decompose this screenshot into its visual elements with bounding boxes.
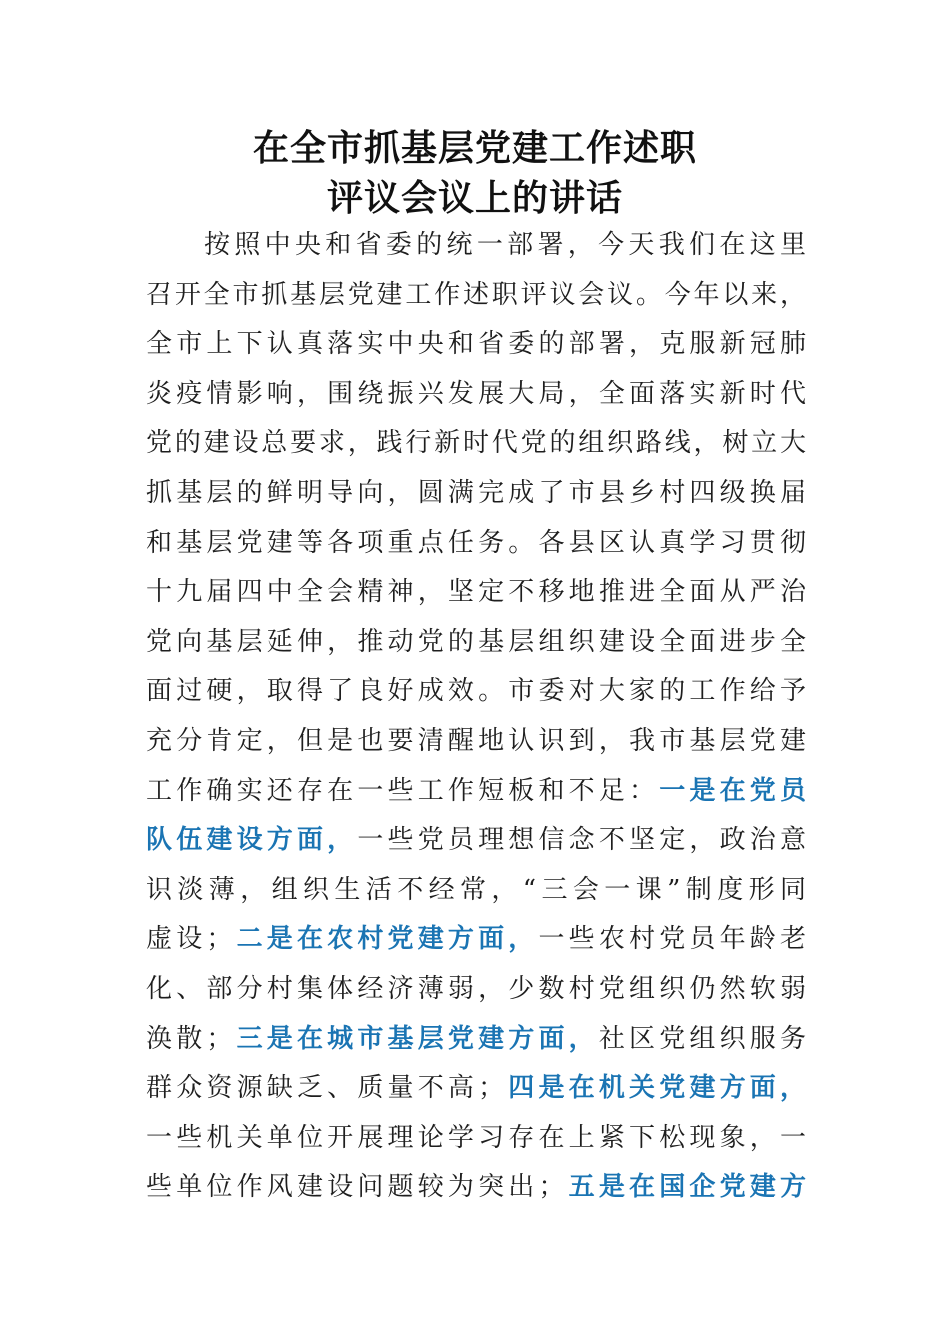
body-text-segment: 一些党员理想信念不坚定，政治意 [357, 825, 806, 856]
body-line [146, 518, 806, 568]
body-line [146, 1113, 806, 1163]
highlighted-heading: 二是在农村党建方面， [232, 924, 539, 955]
body-line [146, 716, 806, 766]
body-line [146, 468, 806, 518]
body-line [146, 369, 806, 419]
body-line [146, 1014, 806, 1064]
highlighted-heading: 三是在城市基层党建方面， [232, 1023, 599, 1054]
highlighted-heading: 队伍建设方面， [146, 825, 358, 856]
body-line [146, 1063, 806, 1113]
body-line [146, 964, 806, 1014]
body-line [146, 567, 806, 617]
body-line [146, 1162, 806, 1212]
body-text-segment: 按照中央和省委的统一部署，今天我们在这里 [204, 230, 806, 260]
body-line [204, 220, 806, 270]
body-line [146, 815, 806, 865]
body-line [146, 914, 806, 964]
body-text-segment: 虚设； [146, 924, 233, 955]
body-line [146, 617, 806, 667]
body-text-segment: 抓基层的鲜明导向，圆满完成了市县乡村四级换届 [146, 478, 806, 508]
body-text-segment: 党向基层延伸，推动党的基层组织建设全面进步全 [146, 626, 806, 657]
body-text-segment: 工作确实还存在一些工作短板和不足： [146, 775, 660, 806]
body-text-segment: 一些机关单位开展理论学习存在上紧下松现象，一 [146, 1122, 806, 1153]
body-text-segment: 些单位作风建设问题较为突出； [146, 1172, 565, 1203]
body-text-segment: 炎疫情影响，围绕振兴发展大局，全面落实新时代 [146, 378, 806, 409]
body-text-segment: 十九届四中全会精神，坚定不移地推进全面从严治 [146, 577, 806, 608]
body-text-segment: 党的建设总要求，践行新时代党的组织路线，树立大 [146, 428, 806, 459]
body-text-segment: 识淡薄，组织生活不经常，“三会一课”制度形同 [146, 874, 806, 905]
body-line [146, 418, 806, 468]
body-line [146, 766, 806, 816]
highlighted-heading: 四是在机关党建方面， [504, 1073, 806, 1104]
document-title-line-1: 在全市抓基层党建工作述职 [252, 127, 697, 169]
body-line [146, 319, 806, 369]
body-text-segment: 化、部分村集体经济薄弱，少数村党组织仍然软弱 [146, 974, 806, 1004]
document-title-line-2: 评议会议上的讲话 [326, 177, 623, 219]
body-text-segment: 社区党组织服务 [598, 1023, 806, 1054]
body-text-segment: 召开全市抓基层党建工作述职评议会议。今年以来， [146, 279, 806, 310]
body-text-segment: 涣散； [146, 1023, 233, 1054]
body-text-segment: 全市上下认真落实中央和省委的部署，克服新冠肺 [146, 329, 806, 360]
body-text-segment: 一些农村党员年龄老 [538, 924, 806, 955]
highlighted-heading: 五是在国企党建方 [564, 1172, 806, 1203]
body-text-segment: 充分肯定，但是也要清醒地认识到，我市基层党建 [146, 726, 806, 756]
body-line [146, 865, 806, 915]
highlighted-heading: 一是在党员 [659, 775, 806, 806]
body-line [146, 270, 806, 320]
body-text-segment: 群众资源缺乏、质量不高； [146, 1073, 505, 1104]
body-text-segment: 和基层党建等各项重点任务。各县区认真学习贯彻 [146, 527, 806, 558]
body-line [146, 666, 806, 716]
body-text-segment: 面过硬，取得了良好成效。市委对大家的工作给予 [146, 676, 806, 707]
